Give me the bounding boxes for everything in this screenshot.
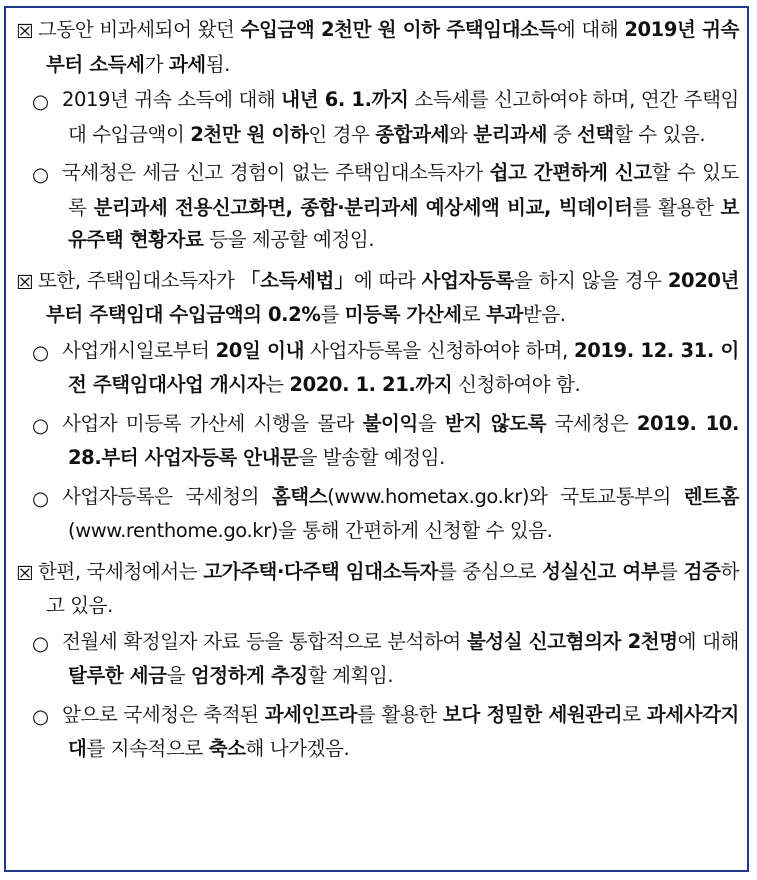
emphasis-text: 종합과세 <box>375 122 450 146</box>
emphasis-text: 2019. 10. 28.부터 사업자등록 안내문 <box>68 411 739 469</box>
emphasis-text: 성실신고 여부 <box>542 559 660 583</box>
body-text: 를 <box>320 303 345 326</box>
emphasis-text: 부과 <box>485 303 523 326</box>
body-text: 한편, 국세청에서는 <box>38 559 204 583</box>
body-text: 를 활용한 <box>632 195 721 219</box>
body-text: 로 <box>622 702 647 726</box>
body-text: 에 대해 <box>677 629 739 653</box>
body-text: 할 계획임. <box>307 664 394 687</box>
section-heading <box>16 556 739 623</box>
emphasis-text: 보유주택 현황자료 <box>68 195 739 251</box>
body-text: 를 중심으로 <box>438 559 543 583</box>
emphasis-text: 분리과세 전용신고화면, 종합·분리과세 예상세액 비교, 빅데이터 <box>93 195 633 219</box>
body-text: 또한, 주택임대소득자가 <box>38 268 241 292</box>
body-text: 로 <box>461 303 486 326</box>
body-text: (www.hometax.go.kr)와 국토교통부의 <box>327 484 684 508</box>
body-text: 에 대해 <box>556 18 625 41</box>
body-text: (www.renthome.go.kr)을 통해 간편하게 신청할 수 있음. <box>68 519 553 542</box>
body-text: 국세청은 세금 신고 경험이 없는 주택임대소득자가 <box>62 161 490 184</box>
body-text: 할 수 있도록 <box>68 161 739 219</box>
body-text: 해 나가겠음. <box>245 737 350 760</box>
circle-bullet-icon: ○ <box>32 631 49 655</box>
body-text: 2019년 귀속 소득에 대해 <box>62 88 282 111</box>
body-text: 전월세 확정일자 자료 등을 통합적으로 분석하여 <box>62 629 467 653</box>
checkbox-icon: ☒ <box>16 270 34 294</box>
emphasis-text: 2천만 원 이하 <box>190 122 309 146</box>
bullet-item <box>16 481 739 548</box>
emphasis-text: 미등록 가산세 <box>344 303 462 326</box>
circle-bullet-icon: ○ <box>32 90 49 113</box>
body-text: 그동안 비과세되어 왔던 <box>38 18 241 41</box>
body-text: 사업자 미등록 가산세 시행을 몰라 <box>62 411 363 435</box>
emphasis-text: 축소 <box>208 737 246 760</box>
checkbox-icon: ☒ <box>16 561 34 585</box>
emphasis-text: 2019년 귀속부터 소득세 <box>46 18 739 76</box>
body-text: 사업자등록을 신청하여야 하며, <box>304 338 575 362</box>
emphasis-text: 과세사각지대 <box>68 702 739 760</box>
section-heading <box>16 14 739 81</box>
emphasis-text: 고가주택·다주택 임대소득자 <box>203 559 438 583</box>
section-heading <box>16 265 739 332</box>
checkbox-icon: ☒ <box>16 20 34 43</box>
body-text: 를 지속적으로 <box>86 737 209 760</box>
body-text: 을 하지 않을 경우 <box>513 268 668 292</box>
body-text: 하고 있음. <box>46 559 739 617</box>
body-text: 에 따라 <box>353 268 422 292</box>
notice-content <box>16 14 739 766</box>
emphasis-text: 엄정하게 추징 <box>190 664 308 687</box>
emphasis-text: 홈택스 <box>271 484 328 508</box>
bullet-item <box>16 699 739 766</box>
emphasis-text: 불성실 신고혐의자 2천명 <box>466 629 678 653</box>
emphasis-text: 불이익 <box>362 411 418 435</box>
emphasis-text: 2020년부터 주택임대 수입금액의 0.2% <box>46 268 739 326</box>
body-text: 인 경우 <box>308 122 376 146</box>
emphasis-text: 분리과세 <box>473 122 548 146</box>
body-text: 사업개시일로부터 <box>62 338 216 362</box>
body-text: 할 수 있음. <box>613 122 706 146</box>
circle-bullet-icon: ○ <box>32 413 49 437</box>
circle-bullet-icon: ○ <box>32 486 49 510</box>
circle-bullet-icon: ○ <box>32 163 49 186</box>
emphasis-text: 수입금액 2천만 원 이하 주택임대소득 <box>240 18 557 41</box>
body-text: 신청하여야 함. <box>452 373 581 396</box>
emphasis-text: 받지 않도록 <box>444 411 547 435</box>
emphasis-text: 쉽고 간편하게 신고 <box>489 161 652 184</box>
emphasis-text: 2020. 1. 21.까지 <box>289 373 453 396</box>
bullet-item <box>16 626 739 693</box>
emphasis-text: 탈루한 세금 <box>68 664 167 687</box>
body-text: 는 <box>265 373 290 396</box>
bullet-item <box>16 408 739 475</box>
body-text: 등을 제공할 예정임. <box>203 228 375 251</box>
emphasis-text: 2019. 12. 31. 이전 주택임대사업 개시자 <box>68 338 739 396</box>
bullet-item <box>16 84 739 151</box>
emphasis-text: 과세 <box>168 52 206 76</box>
body-text: 를 <box>659 559 684 583</box>
circle-bullet-icon: ○ <box>32 704 49 728</box>
body-text: 됨. <box>205 52 230 76</box>
body-text: 사업자등록은 국세청의 <box>62 484 272 508</box>
emphasis-text: 내년 6. 1.까지 <box>281 88 409 111</box>
emphasis-text: 렌트홈 <box>683 484 739 508</box>
emphasis-text: 선택 <box>577 122 614 146</box>
body-text: 를 활용한 <box>356 702 443 726</box>
emphasis-text: 보다 정밀한 세원관리 <box>442 702 623 726</box>
body-text: 받음. <box>522 303 566 326</box>
body-text: 중 <box>547 122 578 146</box>
body-text: 을 발송할 예정임. <box>298 446 445 469</box>
bullet-item <box>16 335 739 402</box>
body-text: 국세청은 <box>546 411 637 435</box>
body-text: 소득세를 신고하여야 하며, 연간 주택임대 수입금액이 <box>68 88 739 146</box>
emphasis-text: 20일 이내 <box>215 338 305 362</box>
emphasis-text: 「소득세법」 <box>240 268 354 292</box>
body-text: 와 <box>449 122 474 146</box>
circle-bullet-icon: ○ <box>32 340 49 364</box>
body-text: 을 <box>417 411 445 435</box>
notice-box <box>4 6 749 872</box>
bullet-item <box>16 157 739 257</box>
body-text: 가 <box>144 52 169 76</box>
emphasis-text: 검증 <box>683 559 721 583</box>
body-text: 앞으로 국세청은 축적된 <box>62 702 265 726</box>
emphasis-text: 사업자등록 <box>421 268 514 292</box>
emphasis-text: 과세인프라 <box>264 702 357 726</box>
body-text: 을 <box>166 664 191 687</box>
